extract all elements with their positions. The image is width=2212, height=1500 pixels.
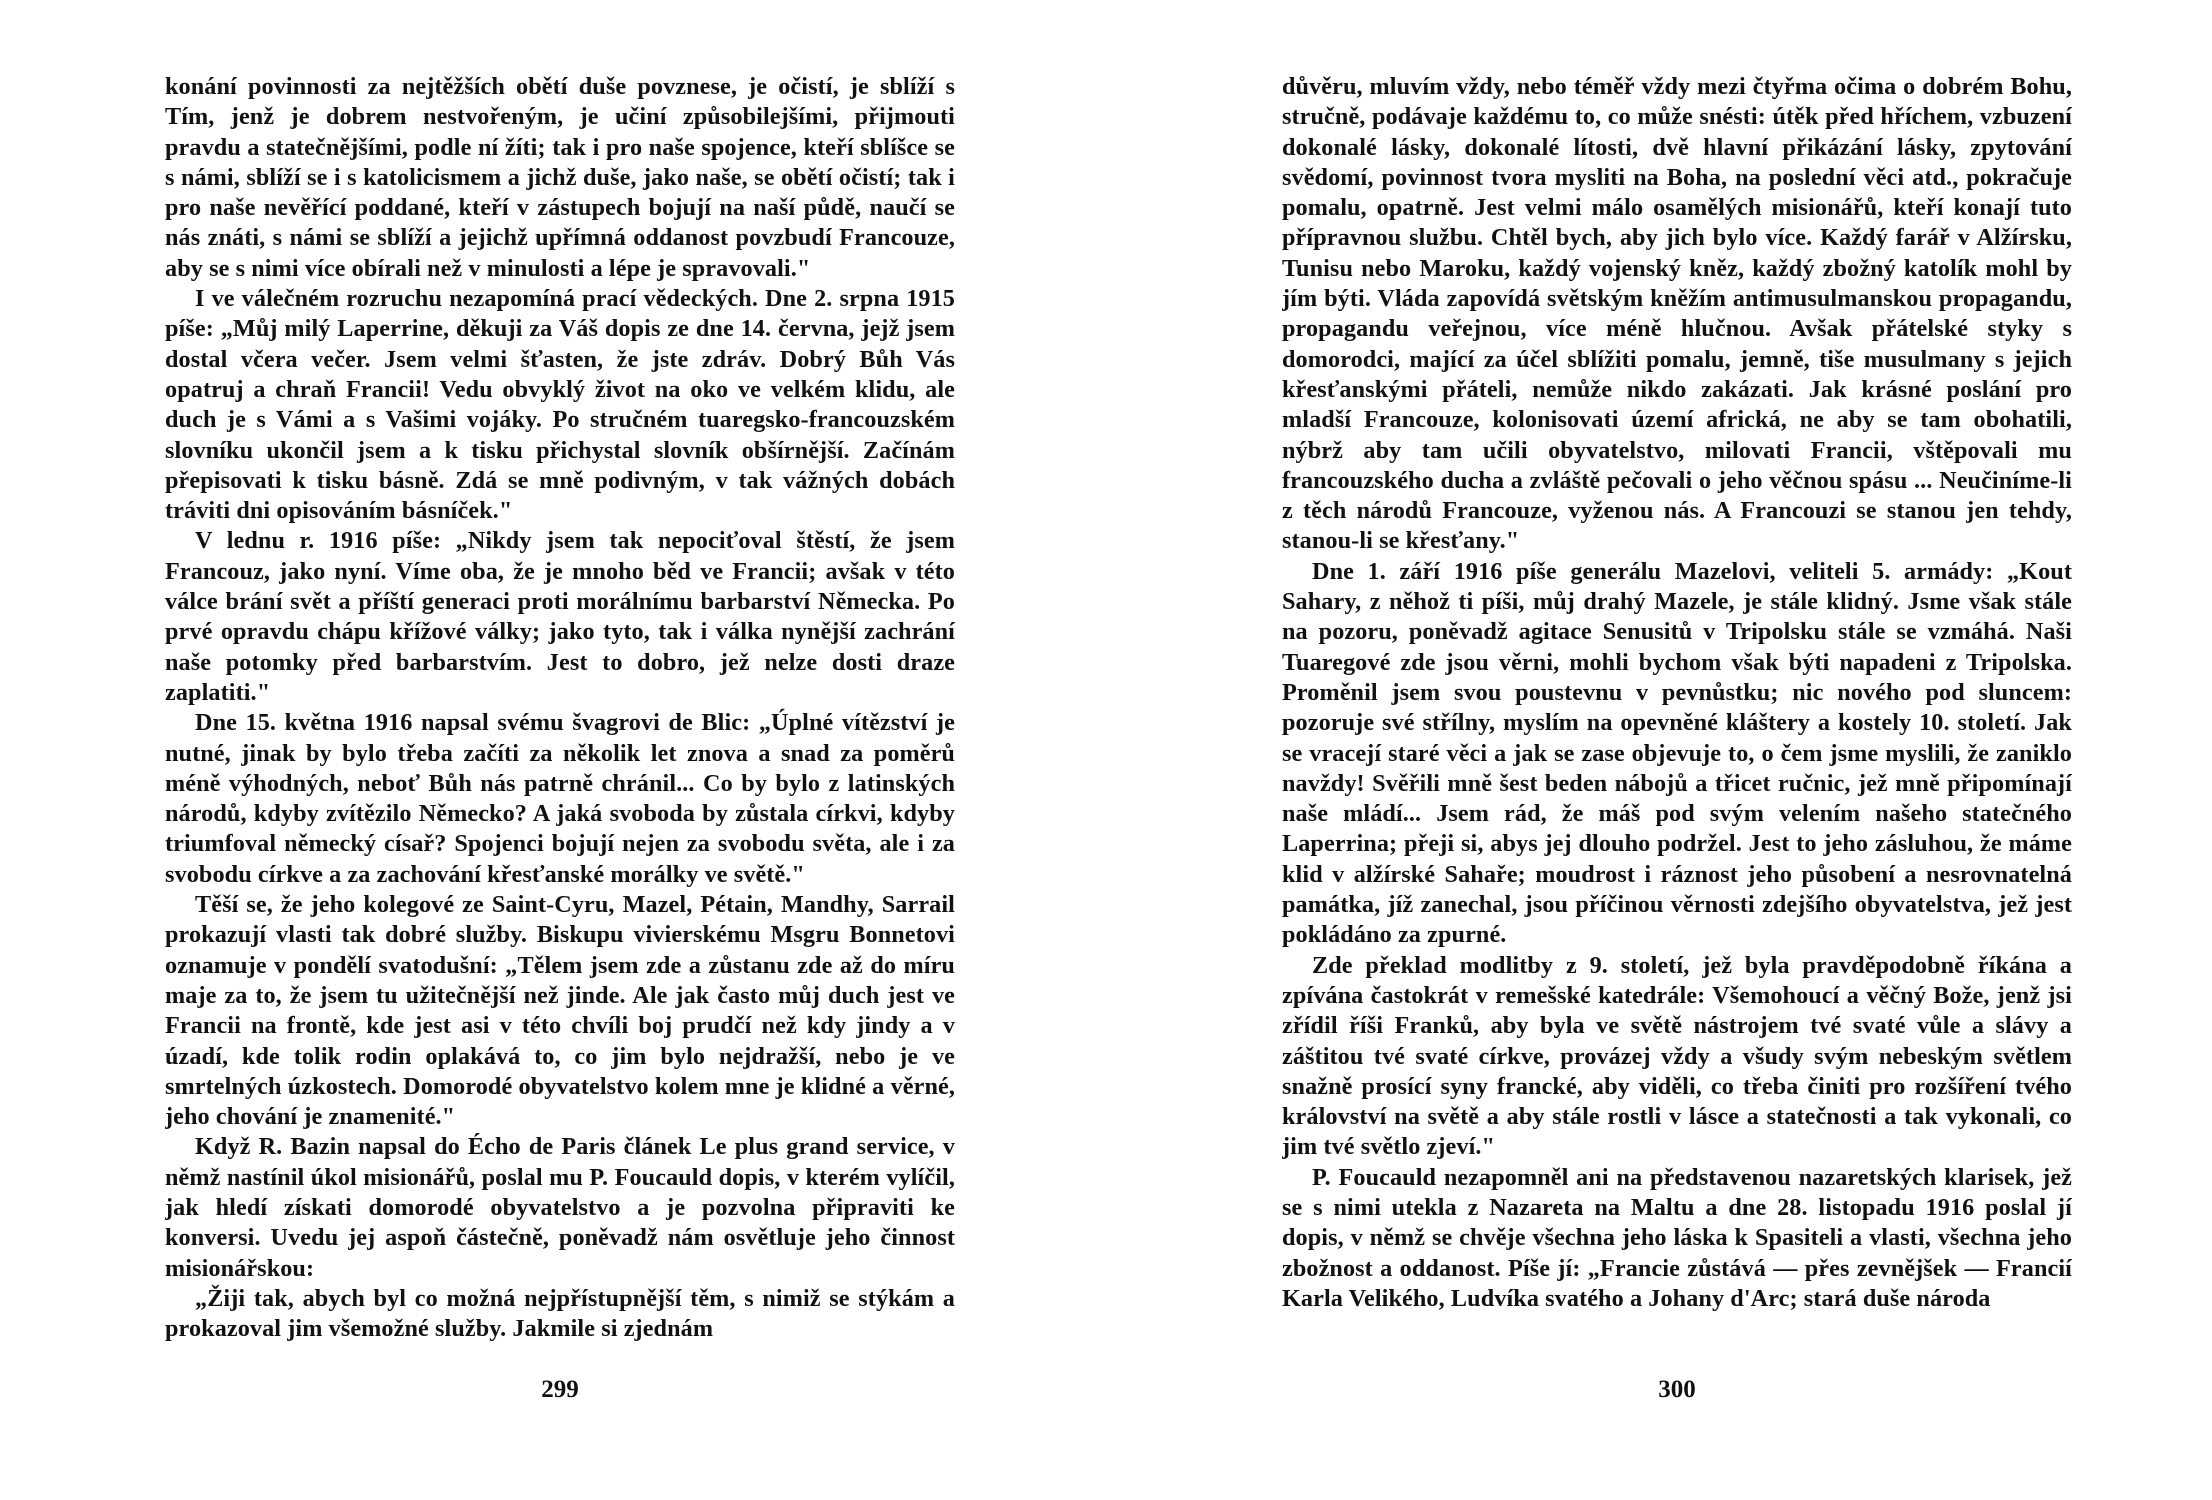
page-number: 300 — [1658, 1376, 1696, 1403]
paragraph: Dne 1. září 1916 píše generálu Mazelovi, veliteli 5. armády: „Kout Sahary, z něhož ti píši, můj drahý Mazele, je stále klidný. Jsme však stále na pozoru, poněvadž agitace Senusitů v Tripolsku stále se vzmáhá. Naši Tuaregové zde jsou věrni, mohli bychom však býti napadeni z Tripolska. Proměnil jsem svou poustevnu v pevnůstku; nic nového pod sluncem: pozoruje své střílny, myslím na opevněné kláštery a kostely 10. století. Jak se vracejí staré věci a jak se zase objevuje to, o čem jsme myslili, že zaniklo navždy! Svěřili mně šest beden nábojů a třicet ručnic, jež mně připomínají naše mládí... Jsem rád, že máš pod svým velením našeho statečného Laperrina; přeji si, abys jej dlouho podržel. Jest to jeho zásluhou, že máme klid v alžírské Sahaře; moudrost i ráznost jeho působení a nesrovnatelná památka, jíž zanechal, jsou příčinou věrnosti zdejšího obyvatelstva, jež jest pokládáno za zpurné. — [1282, 557, 2072, 949]
paragraph: V lednu r. 1916 píše: „Nikdy jsem tak nepociťoval štěstí, že jsem Francouz, jako nyní. Víme oba, že je mnoho běd ve Francii; avšak v této válce brání svět a příští generaci proti morálnímu barbarství Německa. Po prvé opravdu chápu křížové války; jako tyto, tak i válka nynější zachrání naše potomky před barbarstvím. Jest to dobro, jež nelze dosti draze zaplatiti." — [165, 527, 955, 706]
left-page-text — [165, 72, 955, 1352]
paragraph: konání povinnosti za nejtěžších obětí duše povznese, je očistí, je sblíží s Tím, jenž je dobrem nestvořeným, je učiní způsobilejšími, přijmouti pravdu a statečnějšími, podle ní žíti; tak i pro naše spojence, kteří sblíšce se s námi, sblíží se i s katolicismem a jichž duše, jako naše, se obětí očistí; tak i pro naše nevěřící poddané, kteří v zástupech bojují na naší půdě, naučí se nás znáti, s námi se sblíží a jejichž upřímná oddanost povzbudí Francouze, aby se s nimi více obírali než v minulosti a lépe je spravovali." — [165, 73, 955, 282]
left-page — [165, 72, 955, 1432]
right-page — [1282, 72, 2072, 1432]
page-number: 299 — [541, 1376, 579, 1403]
paragraph: P. Foucauld nezapomněl ani na představenou nazaretských klarisek, jež se s nimi utekla z Nazareta na Maltu a dne 28. listopadu 1916 poslal jí dopis, v němž se chvěje všechna jeho láska k Spasiteli a vlasti, všechna jeho zbožnost a oddanost. Píše jí: „Francie zůstává — přes zevnějšek — Francií Karla Velikého, Ludvíka svatého a Johany d'Arc; stará duše národa — [1282, 1163, 2072, 1312]
right-page-text — [1282, 72, 2072, 1352]
paragraph: Těší se, že jeho kolegové ze Saint-Cyru, Mazel, Pétain, Mandhy, Sarrail prokazují vlasti tak dobré služby. Biskupu vivierskému Msgru Bonnetovi oznamuje v pondělí svatodušní: „Tělem jsem zde a zůstanu zde až do míru maje za to, že jsem tu užitečnější než jinde. Ale jak často můj duch jest ve Francii na frontě, kde jest asi v této chvíli boj prudčí než kdy jindy a v úzadí, kde tolik rodin oplakává to, co jim bylo nejdražší, nebo je ve smrtelných úzkostech. Domorodé obyvatelstvo kolem mne je klidné a věrné, jeho chování je znamenité." — [165, 891, 955, 1131]
paragraph: Dne 15. května 1916 napsal svému švagrovi de Blic: „Úplné vítězství je nutné, jinak by bylo třeba začíti za několik let znova a snad za poměrů méně výhodných, neboť Bůh nás patrně chránil... Co by bylo z latinských národů, kdyby zvítězilo Německo? A jaká svoboda by zůstala církvi, kdyby triumfoval německý císař? Spojenci bojují nejen za svobodu světa, ale i za svobodu církve a za zachování křesťanské morálky ve světě." — [165, 709, 955, 888]
paragraph: důvěru, mluvím vždy, nebo téměř vždy mezi čtyřma očima o dobrém Bohu, stručně, podávaje každému to, co může snésti: útěk před hříchem, vzbuzení dokonalé lásky, dokonalé lítosti, dvě hlavní přikázání lásky, zpytování svědomí, povinnost tvora mysliti na Boha, na poslední věci atd., pokračuje pomalu, opatrně. Jest velmi málo osamělých misionářů, kteří konají tuto přípravnou službu. Chtěl bych, aby jich bylo více. Každý farář v Alžírsku, Tunisu nebo Maroku, každý vojenský kněz, každý zbožný katolík mohl by jím býti. Vláda zapovídá světským kněžím antimusulmanskou propagandu, propagandu veřejnou, více méně hlučnou. Avšak přátelské styky s domorodci, mající za účel sblížiti pomalu, jemně, tiše musulmany s jejich křesťanskými přáteli, nemůže nikdo zakázati. Jak krásné poslání pro mladší Francouze, kolonisovati území africká, ne aby se tam obohatili, nýbrž aby tam učili obyvatelstvo, milovati Francii, vštěpovali mu francouzského ducha a zvláště pečovali o jeho věčnou spásu ... Neučiníme-li z těch národů Francouze, vyženou nás. A Francouzi se stanou jen tehdy, stanou-li se křesťany." — [1282, 73, 2072, 555]
paragraph: Zde překlad modlitby z 9. století, jež byla pravděpodobně říkána a zpívána častokrát v remešské katedrále: Všemohoucí a věčný Bože, jenž jsi zřídil říši Franků, aby byla ve světě nástrojem tvé svaté vůle a slávy a záštitou tvé svaté církve, provázej vždy a všudy svým nebeským světlem snažně prosící syny francké, aby viděli, co třeba činiti pro rozšíření tvého království na světě a aby stále rostli v lásce a statečnosti a tak vykonali, co jim tvé světlo zjeví." — [1282, 951, 2072, 1161]
paragraph: Když R. Bazin napsal do Écho de Paris článek Le plus grand service, v němž nastínil úkol misionářů, poslal mu P. Foucauld dopis, v kterém vylíčil, jak hledí získati domorodé obyvatelstvo a je pozvolna připraviti ke konversi. Uvedu jej aspoň částečně, poněvadž nám osvětluje jeho činnost misionářskou: — [165, 1133, 955, 1282]
paragraph: I ve válečném rozruchu nezapomíná prací vědeckých. Dne 2. srpna 1915 píše: „Můj milý Laperrine, děkuji za Váš dopis ze dne 14. června, jejž jsem dostal včera večer. Jsem velmi šťasten, že jste zdráv. Dobrý Bůh Vás opatruj a chraň Francii! Vedu obvyklý život na oko ve velkém klidu, ale duch je s Vámi a s Vašimi vojáky. Po stručném tuaregsko-francouzském slovníku ukončil jsem a k tisku přichystal slovník obšírnější. Začínám přepisovati k tisku básně. Zdá se mně podivným, v tak vážných dobách tráviti dni opisováním básníček." — [165, 285, 955, 525]
paragraph: „Žiji tak, abych byl co možná nejpřístupnější těm, s nimiž se stýkám a prokazoval jim všemožné služby. Jakmile si zjednám — [165, 1284, 955, 1343]
